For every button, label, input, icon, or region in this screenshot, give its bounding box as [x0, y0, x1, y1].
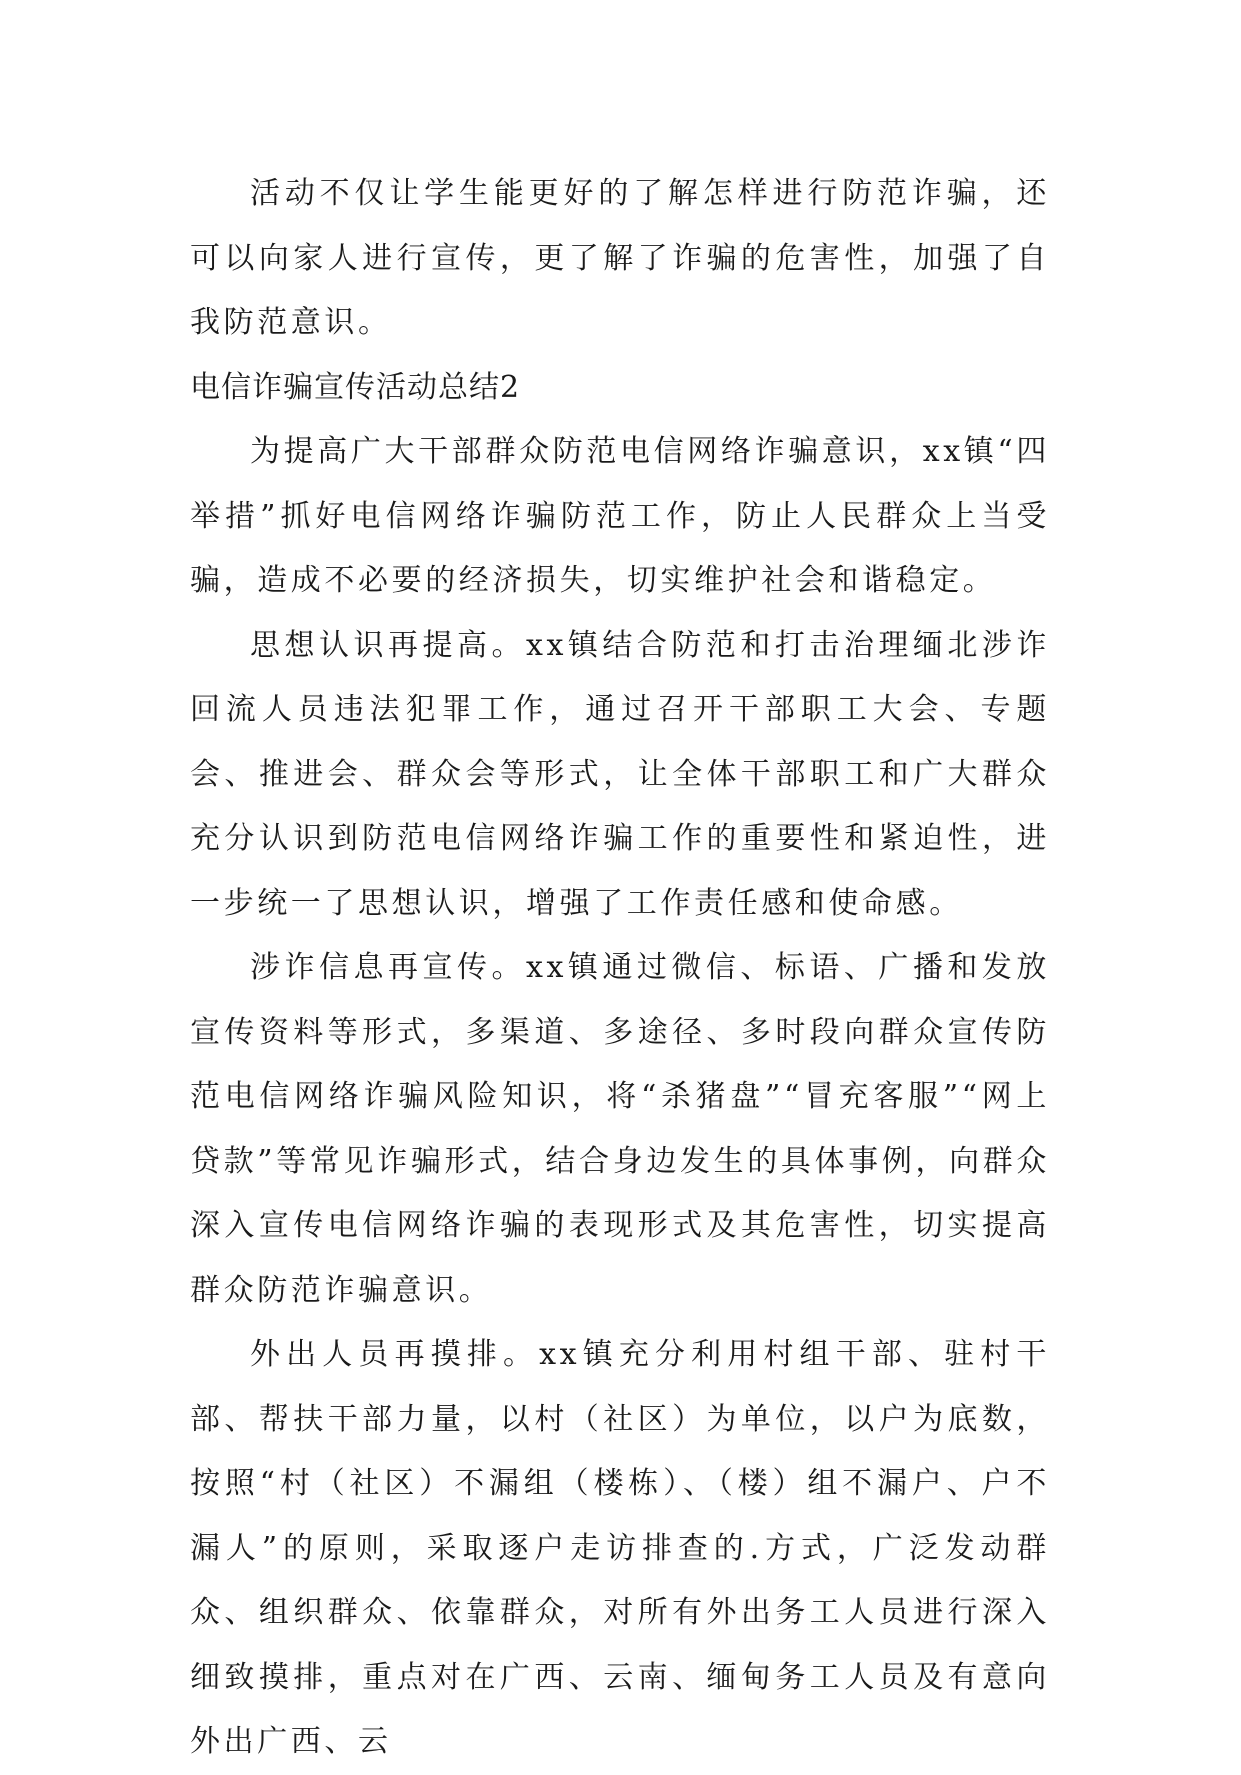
body-paragraph: 外出人员再摸排。xx镇充分利用村组干部、驻村干部、帮扶干部力量，以村（社区）为单位，以户为底数，按照“村（社区）不漏组（楼栋）、（楼）组不漏户、户不漏人”的原则，采取逐户走访排查的.方式，广泛发动群众、组织群众、依靠群众，对所有外出务工人员进行深入细致摸排，重点对在广西、云南、缅甸务工人员及有意向外出广西、云 — [190, 1337, 1050, 1759]
body-paragraph: 涉诈信息再宣传。xx镇通过微信、标语、广播和发放宣传资料等形式，多渠道、多途径、多时段向群众宣传防范电信网络诈骗风险知识，将“杀猪盘”“冒充客服”“网上贷款”等常见诈骗形式，结合身边发生的具体事例，向群众深入宣传电信网络诈骗的表现形式及其危害性，切实提高群众防范诈骗意识。 — [190, 950, 1050, 1308]
body-paragraph: 思想认识再提高。xx镇结合防范和打击治理缅北涉诈回流人员违法犯罪工作，通过召开干部职工大会、专题会、推进会、群众会等形式，让全体干部职工和广大群众充分认识到防范电信网络诈骗工作的重要性和紧迫性，进一步统一了思想认识，增强了工作责任感和使命感。 — [190, 627, 1050, 921]
body-paragraph: 为提高广大干部群众防范电信网络诈骗意识，xx镇“四举措”抓好电信网络诈骗防范工作，防止人民群众上当受骗，造成不必要的经济损失，切实维护社会和谐稳定。 — [190, 434, 1050, 598]
intro-paragraph: 活动不仅让学生能更好的了解怎样进行防范诈骗，还可以向家人进行宣传，更了解了诈骗的危害性，加强了自我防范意识。 — [190, 176, 1050, 340]
document-content — [190, 162, 1050, 1775]
section-heading: 电信诈骗宣传活动总结2 — [190, 369, 521, 405]
